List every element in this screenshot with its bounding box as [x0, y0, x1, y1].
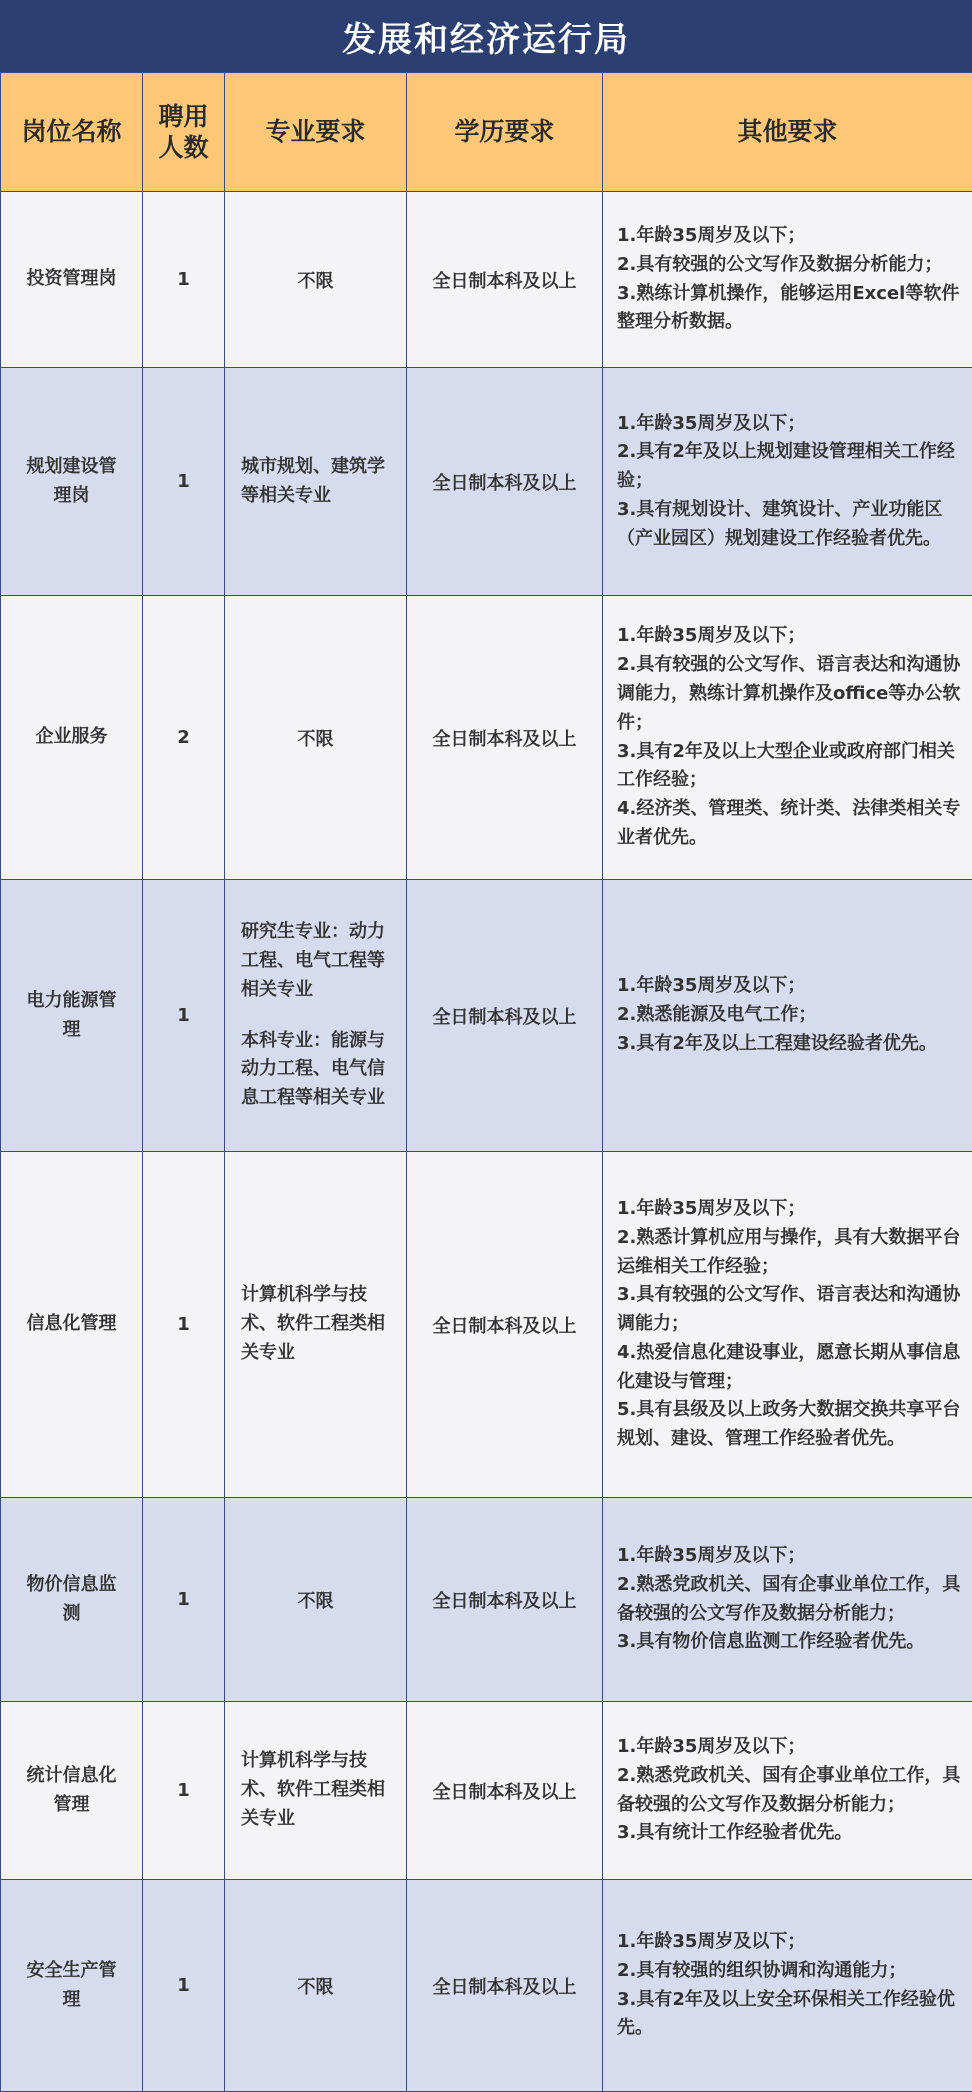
table-row — [1, 192, 972, 368]
table-row — [1, 880, 972, 1152]
requirement-line: 2.具有较强的公文写作、语言表达和沟通协调能力，熟练计算机操作及office等办公软件； — [617, 651, 964, 737]
job-table — [0, 72, 972, 2092]
hire-count: 1 — [143, 1498, 225, 1702]
requirement-line: 1.年龄35周岁及以下； — [617, 410, 964, 439]
major-text: 城市规划、建筑学等相关专业 — [241, 453, 392, 511]
other-requirements — [603, 880, 972, 1152]
header-major: 专业要求 — [225, 73, 407, 192]
other-requirements — [603, 1152, 972, 1498]
major-requirement — [225, 368, 407, 596]
requirement-line: 3.具有2年及以上安全环保相关工作经验优先。 — [617, 1986, 964, 2044]
hire-count: 1 — [143, 368, 225, 596]
education-requirement: 全日制本科及以上 — [407, 596, 603, 880]
table-body — [1, 192, 972, 2092]
requirement-line: 1.年龄35周岁及以下； — [617, 1928, 964, 1957]
other-requirements — [603, 368, 972, 596]
major-requirement — [225, 1498, 407, 1702]
requirement-line: 4.经济类、管理类、统计类、法律类相关专业者优先。 — [617, 795, 964, 853]
major-requirement — [225, 1152, 407, 1498]
table-row — [1, 368, 972, 596]
page-title — [0, 0, 972, 72]
position-name-cell — [1, 1498, 143, 1702]
major-requirement — [225, 1880, 407, 2092]
header-other: 其他要求 — [603, 73, 972, 192]
requirement-line: 3.具有2年及以上工程建设经验者优先。 — [617, 1030, 964, 1059]
header-count-text: 聘用人数 — [158, 101, 210, 164]
requirement-line: 1.年龄35周岁及以下； — [617, 1195, 964, 1224]
position-name: 安全生产管理 — [24, 1957, 120, 2015]
position-name: 规划建设管理岗 — [24, 453, 120, 511]
requirement-line: 1.年龄35周岁及以下； — [617, 222, 964, 251]
header-education: 学历要求 — [407, 73, 603, 192]
requirement-line: 4.热爱信息化建设事业，愿意长期从事信息化建设与管理； — [617, 1339, 964, 1397]
hire-count: 1 — [143, 1880, 225, 2092]
requirement-line: 3.具有2年及以上大型企业或政府部门相关工作经验； — [617, 738, 964, 796]
education-requirement: 全日制本科及以上 — [407, 1880, 603, 2092]
requirement-line: 2.熟悉计算机应用与操作，具有大数据平台运维相关工作经验； — [617, 1224, 964, 1282]
requirement-line: 1.年龄35周岁及以下； — [617, 1542, 964, 1571]
education-requirement: 全日制本科及以上 — [407, 1702, 603, 1880]
table-header — [1, 73, 972, 192]
major-text: 研究生专业：动力工程、电气工程等相关专业 — [241, 918, 392, 1004]
major-text: 计算机科学与技术、软件工程类相关专业 — [241, 1281, 392, 1367]
requirement-line: 3.熟练计算机操作，能够运用Excel等软件整理分析数据。 — [617, 280, 964, 338]
requirement-line: 2.熟悉能源及电气工作； — [617, 1001, 964, 1030]
hire-count: 1 — [143, 880, 225, 1152]
header-row — [1, 73, 972, 192]
major-text: 不限 — [226, 1587, 405, 1613]
major-requirement — [225, 596, 407, 880]
requirement-line: 2.具有2年及以上规划建设管理相关工作经验； — [617, 438, 964, 496]
position-name: 信息化管理 — [27, 1310, 117, 1339]
education-requirement: 全日制本科及以上 — [407, 1498, 603, 1702]
position-name: 物价信息监测 — [24, 1571, 120, 1629]
position-name-cell — [1, 596, 143, 880]
position-name-cell — [1, 192, 143, 368]
table-row — [1, 1498, 972, 1702]
position-name: 电力能源管理 — [24, 987, 120, 1045]
requirement-line: 3.具有规划设计、建筑设计、产业功能区（产业园区）规划建设工作经验者优先。 — [617, 496, 964, 554]
major-text: 计算机科学与技术、软件工程类相关专业 — [241, 1747, 392, 1833]
other-requirements — [603, 192, 972, 368]
requirement-line: 2.具有较强的公文写作及数据分析能力； — [617, 251, 964, 280]
table-row — [1, 1880, 972, 2092]
table-row — [1, 1702, 972, 1880]
other-requirements — [603, 1498, 972, 1702]
education-requirement: 全日制本科及以上 — [407, 1152, 603, 1498]
requirement-line: 1.年龄35周岁及以下； — [617, 1733, 964, 1762]
requirement-line: 3.具有统计工作经验者优先。 — [617, 1819, 964, 1848]
table-row — [1, 1152, 972, 1498]
major-requirement — [225, 1702, 407, 1880]
requirement-line: 2.具有较强的组织协调和沟通能力； — [617, 1957, 964, 1986]
header-name: 岗位名称 — [1, 73, 143, 192]
requirement-line: 3.具有较强的公文写作、语言表达和沟通协调能力； — [617, 1281, 964, 1339]
requirement-line: 2.熟悉党政机关、国有企事业单位工作，具备较强的公文写作及数据分析能力； — [617, 1762, 964, 1820]
other-requirements — [603, 1702, 972, 1880]
major-text: 不限 — [226, 267, 405, 293]
page-title-text: 发展和经济运行局 — [342, 12, 630, 61]
education-requirement: 全日制本科及以上 — [407, 880, 603, 1152]
other-requirements — [603, 596, 972, 880]
header-count — [143, 73, 225, 192]
hire-count: 1 — [143, 192, 225, 368]
major-text: 本科专业：能源与动力工程、电气信息工程等相关专业 — [241, 1027, 392, 1113]
position-name-cell — [1, 1702, 143, 1880]
requirement-line: 5.具有县级及以上政务大数据交换共享平台规划、建设、管理工作经验者优先。 — [617, 1396, 964, 1454]
position-name-cell — [1, 1152, 143, 1498]
position-name-cell — [1, 1880, 143, 2092]
education-requirement: 全日制本科及以上 — [407, 192, 603, 368]
major-requirement — [225, 192, 407, 368]
position-name-cell — [1, 368, 143, 596]
requirement-line: 1.年龄35周岁及以下； — [617, 972, 964, 1001]
position-name: 投资管理岗 — [27, 265, 117, 294]
hire-count: 1 — [143, 1152, 225, 1498]
requirement-line: 2.熟悉党政机关、国有企事业单位工作，具备较强的公文写作及数据分析能力； — [617, 1571, 964, 1629]
requirement-line: 3.具有物价信息监测工作经验者优先。 — [617, 1628, 964, 1657]
hire-count: 2 — [143, 596, 225, 880]
position-name: 统计信息化管理 — [24, 1762, 120, 1820]
table-row — [1, 596, 972, 880]
education-requirement: 全日制本科及以上 — [407, 368, 603, 596]
hire-count: 1 — [143, 1702, 225, 1880]
position-name-cell — [1, 880, 143, 1152]
major-text: 不限 — [226, 1973, 405, 1999]
major-requirement — [225, 880, 407, 1152]
position-name: 企业服务 — [36, 723, 108, 752]
major-text: 不限 — [226, 725, 405, 751]
requirement-line: 1.年龄35周岁及以下； — [617, 622, 964, 651]
other-requirements — [603, 1880, 972, 2092]
